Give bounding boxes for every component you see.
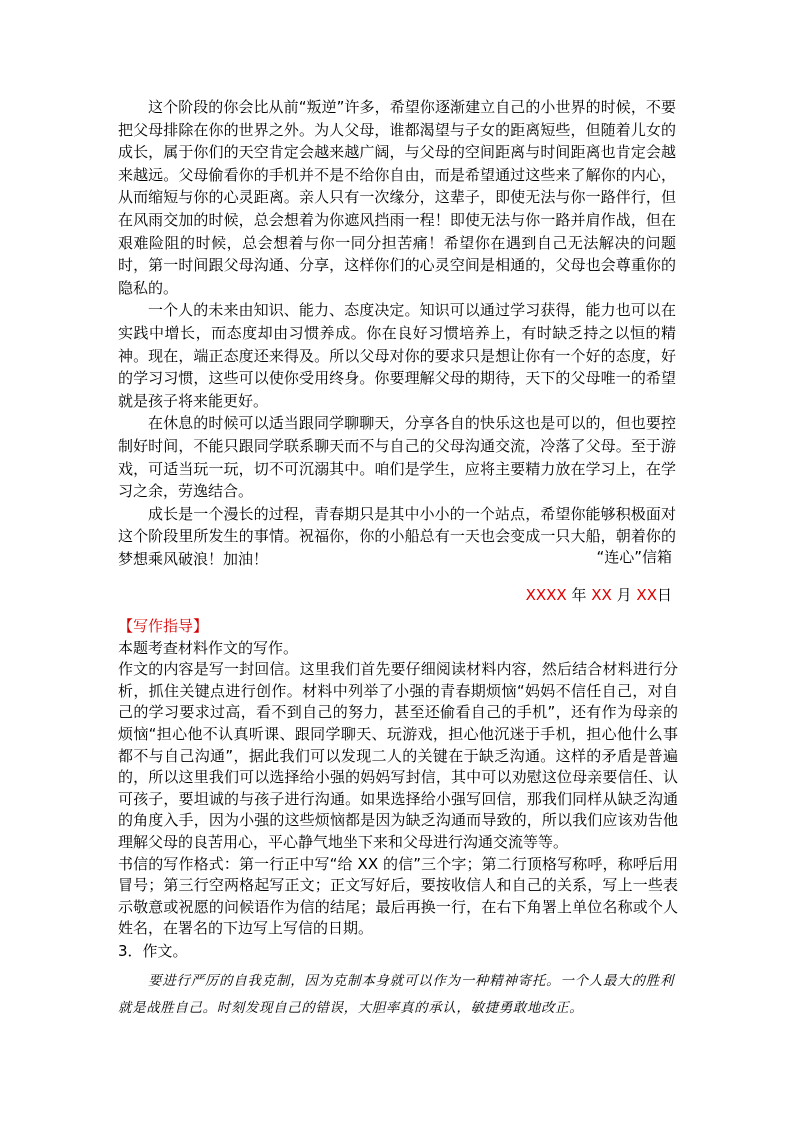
guide-paragraph-1: 本题考查材料作文的写作。 bbox=[118, 638, 299, 657]
letter-date bbox=[526, 584, 672, 606]
date-month: XX bbox=[591, 586, 612, 604]
date-day-label: 日 bbox=[656, 586, 672, 604]
writing-guide bbox=[118, 616, 678, 940]
letter-paragraph-3: 在休息的时候可以适当跟同学聊聊天，分享各自的快乐这也是可以的，但也要控制好时间，不能只跟同学联系聊天而不与自己的父母沟通交流，冷落了父母。至于游戏，可适当玩一玩，切不可沉溺其中。咱们是学生，应将主要精力放在学习上，在学习之余，劳逸结合。 bbox=[118, 414, 676, 501]
date-month-label: 月 bbox=[616, 586, 632, 604]
date-year: XXXX bbox=[525, 586, 567, 604]
letter-signature: “连心”信箱 bbox=[596, 548, 672, 566]
letter-paragraph-1: 这个阶段的你会比从前“叛逆”许多，希望你逐渐建立自己的小世界的时候，不要把父母排除在你的世界之外。为人父母，谁都渴望与子女的距离短些，但随着儿女的成长，属于你们的天空肯定会越来越广阔，与父母的空间距离与时间距离也肯定会越来越远。父母偷看你的手机并不是不给你自由，而是希望通过这些来了解你的内心，从而缩短与你的心灵距离。亲人只有一次缘分，这辈子，即使无法与你一路伴行，但在风雨交加的时候，总会想着为你遮风挡雨一程！即使无法与你一路并肩作战，但在艰难险阻的时候，总会想着与你一同分担苦痛！希望你在遇到自己无法解决的问题时，第一时间跟父母沟通、分享，这样你们的心灵空间是相通的，父母也会尊重你的隐私的。 bbox=[118, 98, 676, 297]
letter-paragraph-4: 成长是一个漫长的过程，青春期只是其中小小的一个站点，希望你能够积极面对这个阶段里所发生的事情。祝福你，你的小船总有一天也会变成一只大船，朝着你的梦想乘风破浪！加油！ bbox=[118, 504, 676, 568]
essay-prompt bbox=[118, 968, 674, 1022]
essay-text: 要进行严厉的自我克制，因为克制本身就可以作为一种精神寄托。一个人最大的胜利就是战胜自己。时刻发现自己的错误，大胆率真的承认，敏捷勇敢地改正。 bbox=[118, 973, 674, 1016]
letter-paragraph-2: 一个人的未来由知识、能力、态度决定。知识可以通过学习获得，能力也可以在实践中增长，而态度却由习惯养成。你在良好习惯培养上，有时缺乏持之以恒的精神。现在，端正态度还来得及。所以父母对你的要求只是想让你有一个好的态度，好的学习习惯，这些可以使你受用终身。你要理解父母的期待，天下的父母唯一的希望就是孩子将来能更好。 bbox=[118, 301, 676, 410]
guide-paragraph-3: 书信的写作格式：第一行正中写“给 XX 的信”三个字；第二行顶格写称呼，称呼后用冒号；第三行空两格起写正文；正文写好后，要按收信人和自己的关系，写上一些表示敬意或祝愿的问候语作为信的结尾；最后再换一行，在右下角署上单位名称或个人姓名，在署名的下边写上写信的日期。 bbox=[118, 854, 678, 938]
date-day: XX bbox=[636, 586, 657, 604]
date-year-label: 年 bbox=[571, 586, 587, 604]
question-3-title: 3．作文。 bbox=[118, 942, 188, 960]
guide-paragraph-2: 作文的内容是写一封回信。这里我们首先要仔细阅读材料内容，然后结合材料进行分析，抓住关键点进行创作。材料中列举了小强的青春期烦恼“妈妈不信任自己，对自己的学习要求过高，看不到自己的努力，甚至还偷看自己的手机”，还有作为母亲的烦恼“担心他不认真听课、跟同学聊天、玩游戏，担心他沉迷于手机，担心他什么事都不与自己沟通”，据此我们可以发现二人的关键在于缺乏沟通。这样的矛盾是普遍的，所以这里我们可以选择给小强的妈妈写封信，其中可以劝慰这位母亲要信任、认可孩子，要坦诚的与孩子进行沟通。如果选择给小强写回信，那我们同样从缺乏沟通的角度入手，因为小强的这些烦恼都是因为缺乏沟通而导致的，所以我们应该劝告他理解父母的良苦用心，平心静气地坐下来和父母进行沟通交流等等。 bbox=[118, 660, 678, 851]
letter-body bbox=[118, 96, 676, 570]
guide-heading: 【写作指导】 bbox=[118, 617, 209, 635]
